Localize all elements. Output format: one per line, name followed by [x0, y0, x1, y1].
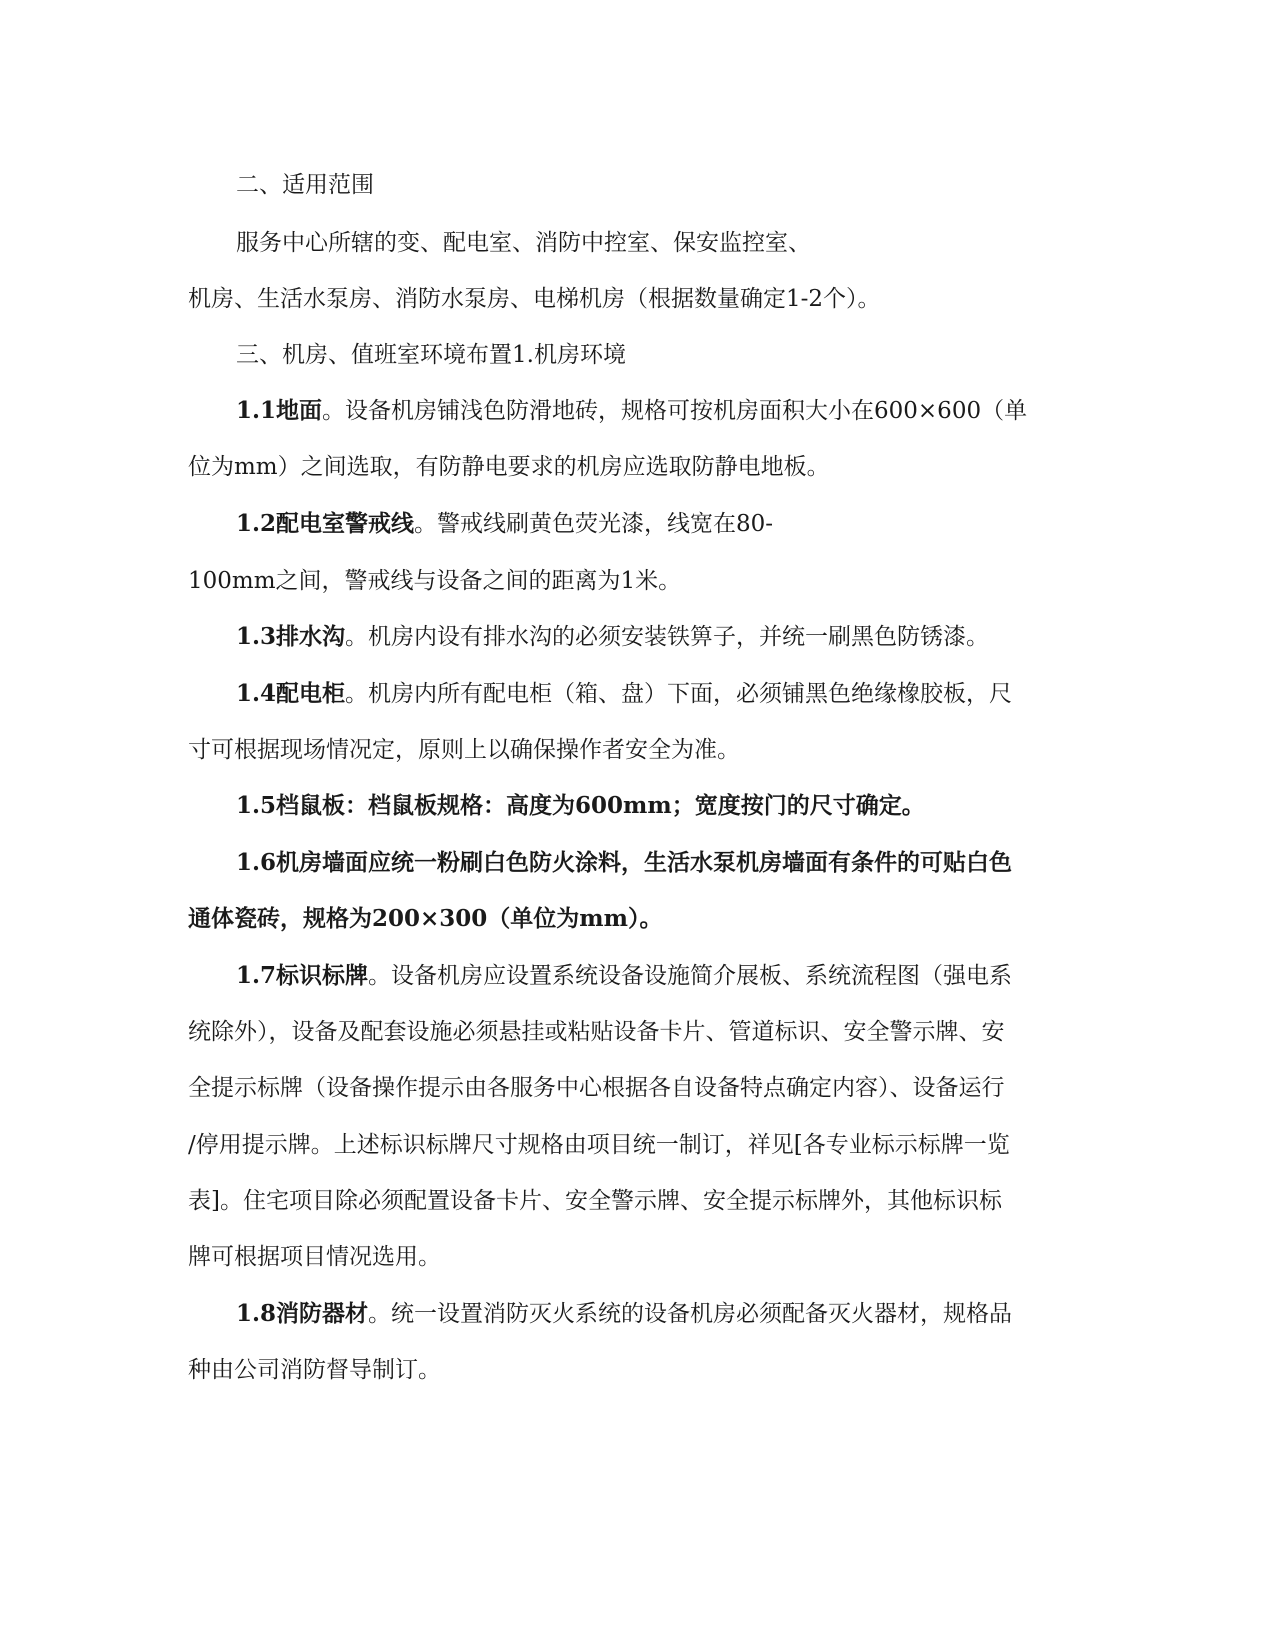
- paragraph-line: 机房、生活水泵房、消防水泵房、电梯机房（根据数量确定1-2个）。: [188, 286, 881, 312]
- paragraph-line: 100mm之间，警戒线与设备之间的距离为1米。: [188, 568, 682, 594]
- clause-heading: 通体瓷砖，规格为200×300（单位为mm）: [188, 905, 640, 932]
- clause-heading: 1.3排水沟: [236, 623, 346, 650]
- paragraph-line: /停用提示牌。上述标识标牌尺寸规格由项目统一制订，祥见[各专业标示标牌一览: [188, 1132, 1010, 1158]
- clause-text: 。: [639, 905, 663, 932]
- paragraph-line: 全提示标牌（设备操作提示由各服务中心根据各自设备特点确定内容）、设备运行: [188, 1075, 1005, 1101]
- clause-text: 。统一设置消防灭火系统的设备机房必须配备灭火器材，规格品: [368, 1301, 1013, 1327]
- clause-heading: 1.1地面: [236, 397, 323, 424]
- paragraph-line: 统除外），设备及配套设施必须悬挂或粘贴设备卡片、管道标识、安全警示牌、安: [188, 1019, 1005, 1045]
- clause-text: 。设备机房应设置系统设备设施简介展板、系统流程图（强电系: [368, 963, 1013, 989]
- clause-text: 。机房内设有排水沟的必须安装铁箅子，并统一刷黑色防锈漆。: [345, 624, 990, 650]
- clause-heading: 1.4配电柜: [236, 680, 346, 707]
- paragraph-line: [188, 904, 1088, 934]
- clause-text: 。机房内所有配电柜（箱、盘）下面，必须铺黑色绝缘橡胶板，尺: [345, 681, 1013, 707]
- clause-1-3: [236, 622, 1136, 652]
- paragraph-line: 种由公司消防督导制订。: [188, 1357, 441, 1383]
- clause-text: 。设备机房铺浅色防滑地砖，规格可按机房面积大小在600×600（单: [322, 398, 1028, 424]
- section-heading-scope: 二、适用范围: [236, 172, 374, 198]
- paragraph-line: 寸可根据现场情况定，原则上以确保操作者安全为准。: [188, 737, 740, 763]
- clause-1-8: [236, 1299, 1136, 1329]
- clause-1-6: [236, 848, 1136, 878]
- clause-1-7: [236, 961, 1136, 991]
- clause-1-2: [236, 509, 1136, 539]
- clause-1-1: [236, 396, 1136, 426]
- clause-heading: 1.8消防器材: [236, 1300, 369, 1327]
- paragraph-line: 服务中心所辖的变、配电室、消防中控室、保安监控室、: [236, 230, 811, 256]
- clause-heading: 1.6机房墙面应统一粉刷白色防火涂料，生活水泵机房墙面有条件的可贴白色: [236, 849, 1013, 876]
- section-heading-layout: 三、机房、值班室环境布置1.机房环境: [236, 342, 626, 368]
- paragraph-line: 表]。住宅项目除必须配置设备卡片、安全警示牌、安全提示标牌外，其他标识标: [188, 1188, 1002, 1214]
- clause-heading: 1.7标识标牌: [236, 962, 369, 989]
- paragraph-line: 位为mm）之间选取，有防静电要求的机房应选取防静电地板。: [188, 454, 830, 480]
- clause-1-5: [236, 791, 1136, 821]
- clause-text: 。警戒线刷黄色荧光漆，线宽在80-: [414, 511, 774, 537]
- clause-text: 。: [901, 792, 925, 819]
- clause-heading: 1.5档鼠板：档鼠板规格：高度为600mm；宽度按门的尺寸确定: [236, 792, 902, 819]
- clause-1-4: [236, 679, 1136, 709]
- clause-heading: 1.2配电室警戒线: [236, 510, 415, 537]
- paragraph-line: 牌可根据项目情况选用。: [188, 1244, 441, 1270]
